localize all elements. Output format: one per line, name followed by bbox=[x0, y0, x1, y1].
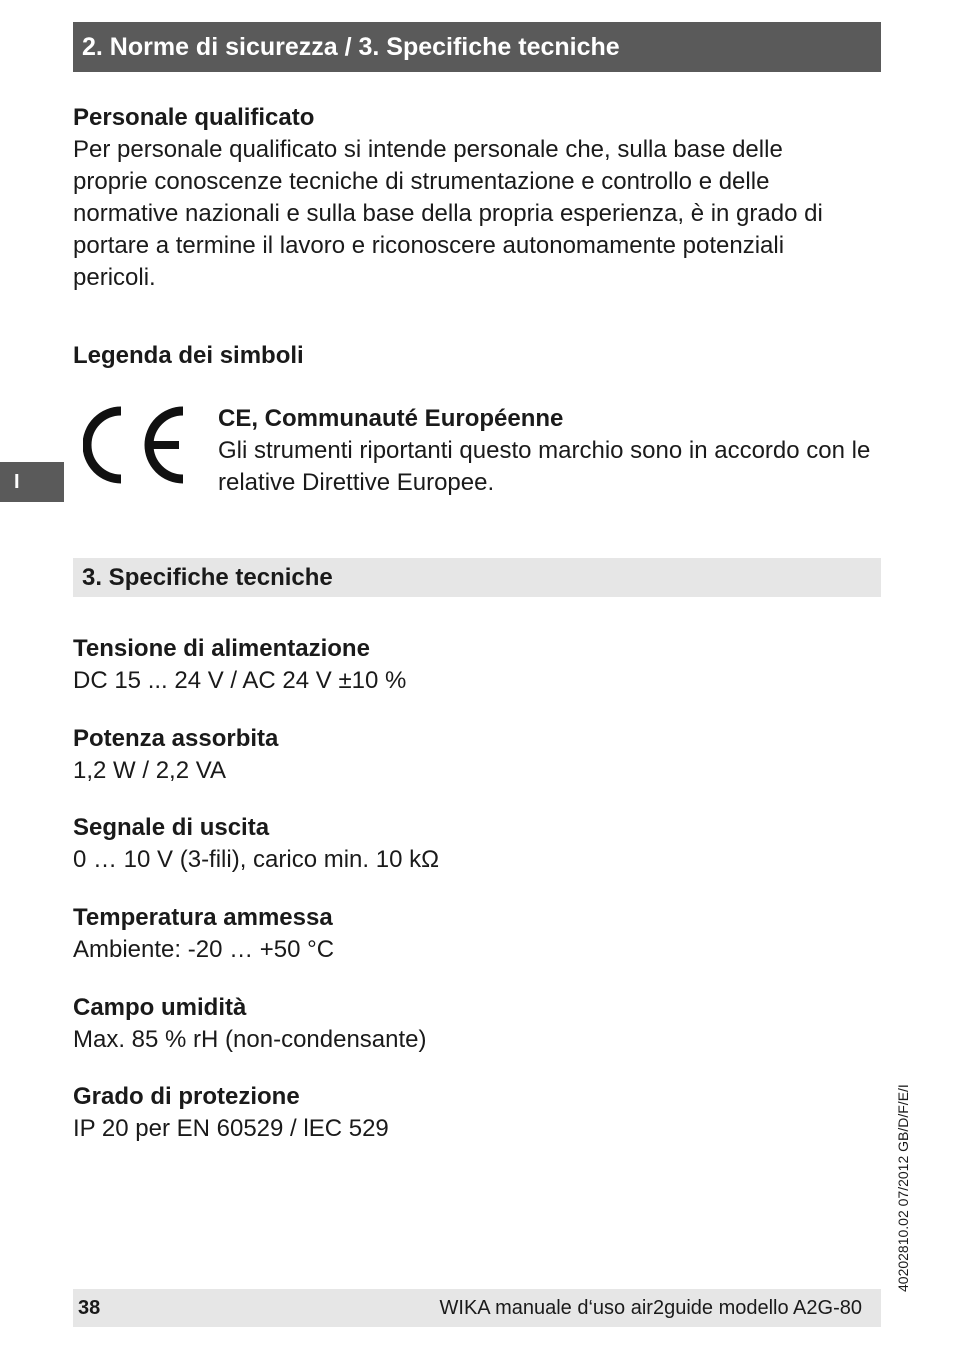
spec-value: 0 … 10 V (3-fili), carico min. 10 kΩ bbox=[73, 846, 440, 873]
qualified-personnel-text: Per personale qualificato si intende personale che, sulla base delle proprie conoscenze tecniche di strumentazione e controllo e delle normative nazionali e sulla base della propria esperienza, è in grado di portare a termine il lavoro e riconoscere autonomamente potenziali pericoli. bbox=[73, 136, 823, 291]
language-tab bbox=[0, 462, 64, 502]
qualified-personnel-section bbox=[73, 102, 863, 294]
document-code: 40202810.02 07/2012 GB/D/F/E/I bbox=[895, 1084, 911, 1292]
ce-text: Gli strumenti riportanti questo marchio sono in accordo con le relative Direttive Europee. bbox=[218, 437, 871, 496]
specs-section-header bbox=[73, 558, 881, 597]
spec-item bbox=[73, 992, 427, 1056]
spec-label: Campo umidità bbox=[73, 994, 247, 1021]
spec-item bbox=[73, 812, 439, 876]
spec-value: Max. 85 % rH (non-condensante) bbox=[73, 1026, 427, 1053]
symbols-heading: Legenda dei simboli bbox=[73, 342, 304, 369]
spec-label: Tensione di alimentazione bbox=[73, 635, 370, 662]
page-footer bbox=[73, 1289, 881, 1327]
ce-mark-icon bbox=[83, 404, 189, 486]
spec-value: IP 20 per EN 60529 / lEC 529 bbox=[73, 1115, 389, 1142]
ce-description bbox=[218, 403, 888, 499]
ce-title: CE, Communauté Européenne bbox=[218, 405, 564, 432]
footer-title: WIKA manuale d‘uso air2guide modello A2G-80 bbox=[439, 1297, 862, 1319]
qualified-personnel-heading: Personale qualificato bbox=[73, 104, 315, 131]
specs-heading: 3. Specifiche tecniche bbox=[82, 564, 333, 591]
spec-value: Ambiente: -20 … +50 °C bbox=[73, 936, 335, 963]
page-number: 38 bbox=[78, 1297, 101, 1319]
page-header-title: 2. Norme di sicurezza / 3. Specifiche tecniche bbox=[82, 33, 620, 61]
spec-value: 1,2 W / 2,2 VA bbox=[73, 757, 226, 784]
spec-label: Potenza assorbita bbox=[73, 725, 279, 752]
page-header bbox=[73, 22, 881, 72]
spec-item bbox=[73, 1081, 389, 1145]
spec-item bbox=[73, 633, 406, 697]
spec-value: DC 15 ... 24 V / AC 24 V ±10 % bbox=[73, 667, 407, 694]
spec-label: Temperatura ammessa bbox=[73, 904, 333, 931]
spec-item bbox=[73, 902, 334, 966]
spec-label: Grado di protezione bbox=[73, 1083, 300, 1110]
language-tab-label: I bbox=[14, 471, 20, 493]
spec-item bbox=[73, 723, 278, 787]
spec-label: Segnale di uscita bbox=[73, 814, 270, 841]
